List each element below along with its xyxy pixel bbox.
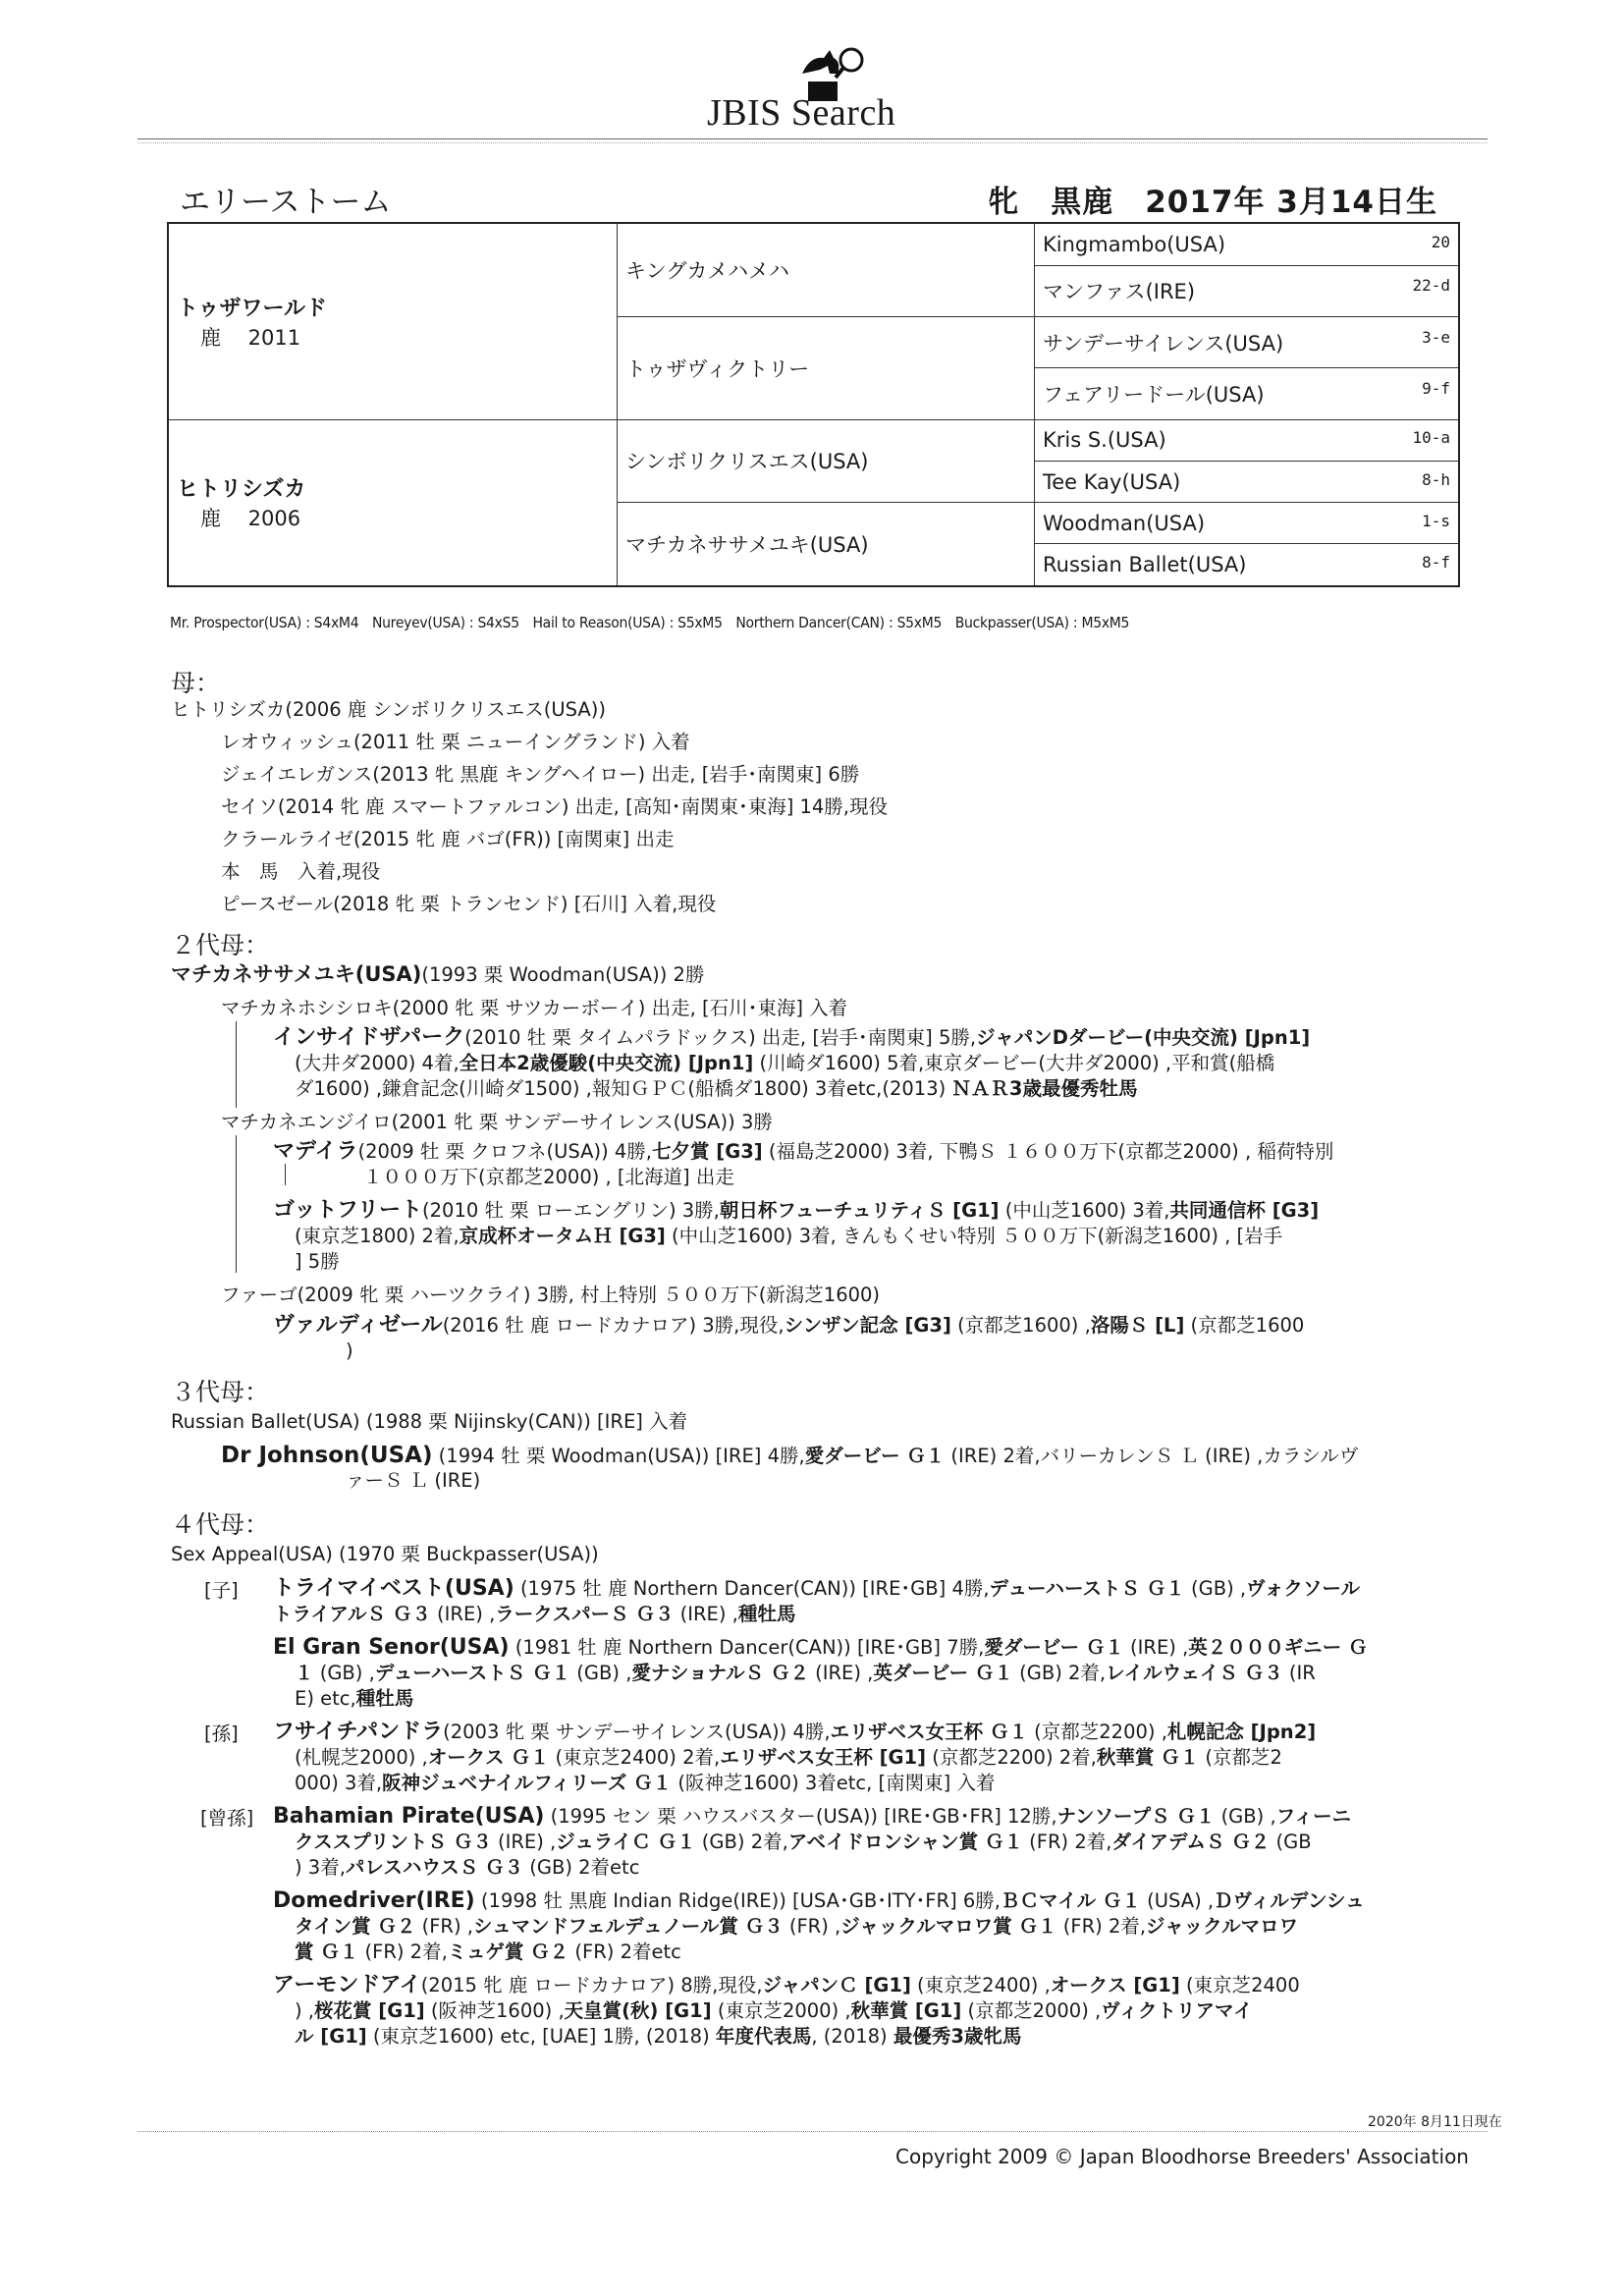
pedigree-sire-cell bbox=[168, 223, 618, 419]
family-line: (大井ダ2000) 4着,全日本2歳優駿(中央交流) [Jpn1] (川崎ダ1600) 5着,東京ダービー(大井ダ2000) ,平和賞(船橋 bbox=[295, 1052, 1275, 1074]
family-line: 賞 Ｇ１ (FR) 2着,ミュゲ賞 Ｇ２ (FR) 2着etc bbox=[295, 1941, 681, 1963]
family-line: E) etc,種牡馬 bbox=[295, 1687, 414, 1710]
family-line: フサイチパンドラ(2003 牝 栗 サンデーサイレンス(USA)) 4勝,エリザベス女王杯 Ｇ１ (京都芝2200) ,札幌記念 [Jpn2] bbox=[273, 1720, 1317, 1744]
family-number: 8-h bbox=[1422, 469, 1450, 489]
dam-name: ヒトリシズカ bbox=[177, 477, 306, 503]
family-line: ヴァルディゼール(2016 牡 鹿 ロードカナロア) 3勝,現役,シンザン記念 [G3] (京都芝1600) ,洛陽Ｓ [L] (京都芝1600 bbox=[273, 1313, 1305, 1338]
family-line: マデイラ(2009 牡 栗 クロフネ(USA)) 4勝,七夕賞 [G3] (福島芝2000) 3着, 下鴨Ｓ １６００万下(京都芝2000) , 稲荷特別 bbox=[273, 1139, 1334, 1164]
family-line: インサイドザパーク(2010 牡 栗 タイムパラドックス) 出走, [岩手･南関東] 5勝,ジャパンDダービー(中央交流) [Jpn1] bbox=[273, 1025, 1311, 1050]
family-line: Sex Appeal(USA) (1970 栗 Buckpasser(USA)) bbox=[171, 1543, 599, 1565]
family-line: ピースゼール(2018 牝 栗 トランセンド) [石川] 入着,現役 bbox=[221, 893, 717, 915]
pedigree-dam-cell bbox=[168, 419, 618, 586]
pedigree-gen3-cell bbox=[1035, 503, 1460, 544]
family-line: ) bbox=[346, 1339, 353, 1362]
tree-connector bbox=[285, 1164, 286, 1185]
family-number: 9-f bbox=[1422, 378, 1450, 398]
pedigree-gen3-cell bbox=[1035, 419, 1460, 461]
tree-connector bbox=[236, 1135, 237, 1273]
family-line: ゴットフリート(2010 牡 栗 ローエングリン) 3勝,朝日杯フューチュリティＳ [G1] (中山芝1600) 3着,共同通信杯 [G3] bbox=[273, 1198, 1320, 1223]
family-line: ァーＳ Ｌ (IRE) bbox=[346, 1469, 481, 1492]
family-line: マチカネササメユキ(USA)(1993 栗 Woodman(USA)) 2勝 bbox=[171, 962, 705, 986]
family-line: (東京芝1800) 2着,京成杯オータムＨ [G3] (中山芝1600) 3着, きんもくせい特別 ５００万下(新潟芝1600) , [岩手 bbox=[295, 1225, 1283, 1247]
family-line: レオウィッシュ(2011 牡 栗 ニューイングランド) 入着 bbox=[221, 731, 690, 753]
family-line: マチカネエンジイロ(2001 牝 栗 サンデーサイレンス(USA)) 3勝 bbox=[221, 1111, 773, 1133]
family-line: タイン賞 Ｇ２ (FR) ,シュマンドフェルデュノール賞 Ｇ３ (FR) ,ジャックルマロワ賞 Ｇ１ (FR) 2着,ジャックルマロワ bbox=[295, 1915, 1299, 1938]
footer-divider bbox=[137, 2131, 1488, 2132]
family-line: ] 5勝 bbox=[295, 1250, 340, 1273]
ancestor-name: サンデーサイレンス(USA) bbox=[1043, 331, 1284, 355]
pedigree-gen3-cell bbox=[1035, 461, 1460, 502]
ancestor-name: Kris S.(USA) bbox=[1043, 428, 1166, 453]
family-line: ) ,桜花賞 [G1] (阪神芝1600) ,天皇賞(秋) [G1] (東京芝2000) ,秋華賞 [G1] (京都芝2000) ,ヴィクトリアマイ bbox=[295, 1999, 1253, 2022]
header-divider bbox=[137, 138, 1488, 139]
pedigree-gen2-cell: トゥザヴィクトリー bbox=[618, 316, 1035, 419]
horse-info: 牝 黒鹿 2017年 3月14日生 bbox=[988, 185, 1437, 220]
pedigree-gen3-cell bbox=[1035, 223, 1460, 265]
ancestor-name: Russian Ballet(USA) bbox=[1043, 553, 1247, 577]
family-line: Dr Johnson(USA) (1994 牡 栗 Woodman(USA)) [IRE] 4勝,愛ダービー Ｇ１ (IRE) 2着,バリーカレンＳ Ｌ (IRE) ,カラシルヴ bbox=[221, 1443, 1359, 1468]
logo-text: JBIS Search bbox=[707, 92, 896, 134]
ancestor-name: フェアリードール(USA) bbox=[1043, 382, 1265, 407]
sire-detail: 鹿 2011 bbox=[200, 325, 301, 350]
family-line: Russian Ballet(USA) (1988 栗 Nijinsky(CAN)) [IRE] 入着 bbox=[171, 1410, 688, 1433]
pedigree-gen3-cell bbox=[1035, 544, 1460, 586]
family-number: 10-a bbox=[1412, 428, 1450, 448]
copyright-text: Copyright 2009 © Japan Bloodhorse Breeders' Association bbox=[895, 2145, 1469, 2168]
family-line: トライマイベスト(USA) (1975 牡 鹿 Northern Dancer(CAN)) [IRE･GB] 4勝,デューハーストＳ Ｇ１ (GB) ,ヴォクソール bbox=[273, 1576, 1360, 1601]
pedigree-gen3-cell bbox=[1035, 368, 1460, 419]
family-number: 1-s bbox=[1422, 511, 1450, 530]
pedigree-gen3-cell bbox=[1035, 316, 1460, 367]
family-line: セイソ(2014 牝 鹿 スマートファルコン) 出走, [高知･南関東･東海] 14勝,現役 bbox=[221, 795, 889, 818]
pedigree-gen2-cell: シンボリクリスエス(USA) bbox=[618, 419, 1035, 502]
as-of-date: 2020年 8月11日現在 bbox=[1368, 2114, 1502, 2130]
family-line: マチカネホシシロキ(2000 牝 栗 サツカーボーイ) 出走, [石川･東海] 入着 bbox=[221, 997, 848, 1019]
family-line: ジェイエレガンス(2013 牝 黒鹿 キングヘイロー) 出走, [岩手･南関東] 6勝 bbox=[221, 763, 860, 786]
section-heading: ３代母： bbox=[171, 1378, 270, 1406]
family-line: クラールライゼ(2015 牝 鹿 バゴ(FR)) [南関東] 出走 bbox=[221, 828, 675, 850]
section-heading: ４代母： bbox=[171, 1510, 270, 1539]
family-number: 20 bbox=[1431, 232, 1450, 251]
family-number: 8-f bbox=[1422, 553, 1450, 573]
header-divider-dotted bbox=[137, 142, 1488, 143]
jbis-logo bbox=[707, 44, 962, 137]
family-line: 000) 3着,阪神ジュベナイルフィリーズ Ｇ１ (阪神芝1600) 3着etc, [南関東] 入着 bbox=[295, 1772, 996, 1794]
pedigree-gen2-cell: キングカメハメハ bbox=[618, 223, 1035, 316]
family-line: アーモンドアイ(2015 牝 鹿 ロードカナロア) 8勝,現役,ジャパンＣ [G1] (東京芝2400) ,オークス [G1] (東京芝2400 bbox=[273, 1973, 1300, 1997]
family-line: １ (GB) ,デューハーストＳ Ｇ１ (GB) ,愛ナショナルＳ Ｇ２ (IRE) ,英ダービー Ｇ１ (GB) 2着,レイルウェイＳ Ｇ３ (IR bbox=[295, 1662, 1316, 1684]
family-number: 3-e bbox=[1422, 327, 1450, 347]
sire-name: トゥザワールド bbox=[177, 296, 328, 321]
ancestor-name: Kingmambo(USA) bbox=[1043, 232, 1226, 256]
family-number: 22-d bbox=[1412, 276, 1450, 296]
generation-tag: [孫] bbox=[204, 1722, 239, 1745]
family-line: ) 3着,パレスハウスＳ Ｇ３ (GB) 2着etc bbox=[295, 1856, 640, 1879]
family-line: Bahamian Pirate(USA) (1995 セン 栗 ハウスバスター(USA)) [IRE･GB･FR] 12勝,ナンソープＳ Ｇ１ (GB) ,フィーニ bbox=[273, 1804, 1352, 1829]
family-line: １０００万下(京都芝2000) , [北海道] 出走 bbox=[363, 1166, 734, 1188]
family-line: トライアルＳ Ｇ３ (IRE) ,ラークスパーＳ Ｇ３ (IRE) ,種牡馬 bbox=[273, 1603, 796, 1625]
tree-connector bbox=[236, 1021, 237, 1108]
section-heading: 母： bbox=[171, 669, 221, 697]
family-line: 本 馬 入着,現役 bbox=[221, 860, 381, 883]
family-line: El Gran Senor(USA) (1981 牡 鹿 Northern Dancer(CAN)) [IRE･GB] 7勝,愛ダービー Ｇ１ (IRE) ,英２０００ギニー Ｇ bbox=[273, 1635, 1368, 1660]
family-line: (札幌芝2000) ,オークス Ｇ１ (東京芝2400) 2着,エリザベス女王杯 [G1] (京都芝2200) 2着,秋華賞 Ｇ１ (京都芝2 bbox=[295, 1746, 1282, 1769]
dam-detail: 鹿 2006 bbox=[200, 507, 301, 531]
pedigree-table bbox=[167, 222, 1460, 587]
ancestor-name: Woodman(USA) bbox=[1043, 511, 1206, 535]
inbreeding-crosses: Mr. Prospector(USA) : S4xM4 Nureyev(USA) : S4xS5 Hail to Reason(USA) : S5xM5 Northern Dancer(CAN) : S5xM5 Buckpasser(USA) : M5xM5 bbox=[170, 614, 1130, 631]
family-line: Domedriver(IRE) (1998 牡 黒鹿 Indian Ridge(IRE)) [USA･GB･ITY･FR] 6勝,ＢＣマイル Ｇ１ (USA) ,Ｄヴィルデンシュ bbox=[273, 1888, 1365, 1913]
ancestor-name: マンファス(IRE) bbox=[1043, 280, 1196, 304]
family-line: クススプリントＳ Ｇ３ (IRE) ,ジュライＣ Ｇ１ (GB) 2着,アベイドロンシャン賞 Ｇ１ (FR) 2着,ダイアデムＳ Ｇ２ (GB bbox=[295, 1831, 1312, 1853]
generation-tag: [子] bbox=[204, 1579, 239, 1602]
section-heading: ２代母： bbox=[171, 931, 270, 959]
pedigree-gen2-cell: マチカネササメユキ(USA) bbox=[618, 503, 1035, 586]
family-line: ファーゴ(2009 牝 栗 ハーツクライ) 3勝, 村上特別 ５００万下(新潟芝1600) bbox=[221, 1284, 881, 1306]
generation-tag: [曾孫] bbox=[200, 1807, 254, 1830]
family-line: ヒトリシズカ(2006 鹿 シンボリクリスエス(USA)) bbox=[171, 698, 606, 721]
ancestor-name: Tee Kay(USA) bbox=[1043, 469, 1181, 494]
pedigree-gen3-cell bbox=[1035, 265, 1460, 316]
horse-name: エリーストーム bbox=[180, 185, 392, 220]
family-line: ル [G1] (東京芝1600) etc, [UAE] 1勝, (2018) 年度代表馬, (2018) 最優秀3歳牝馬 bbox=[295, 2025, 1022, 2048]
family-line: ダ1600) ,鎌倉記念(川崎ダ1500) ,報知ＧＰＣ(船橋ダ1800) 3着etc,(2013) ＮＡＲ3歳最優秀牡馬 bbox=[295, 1077, 1138, 1100]
